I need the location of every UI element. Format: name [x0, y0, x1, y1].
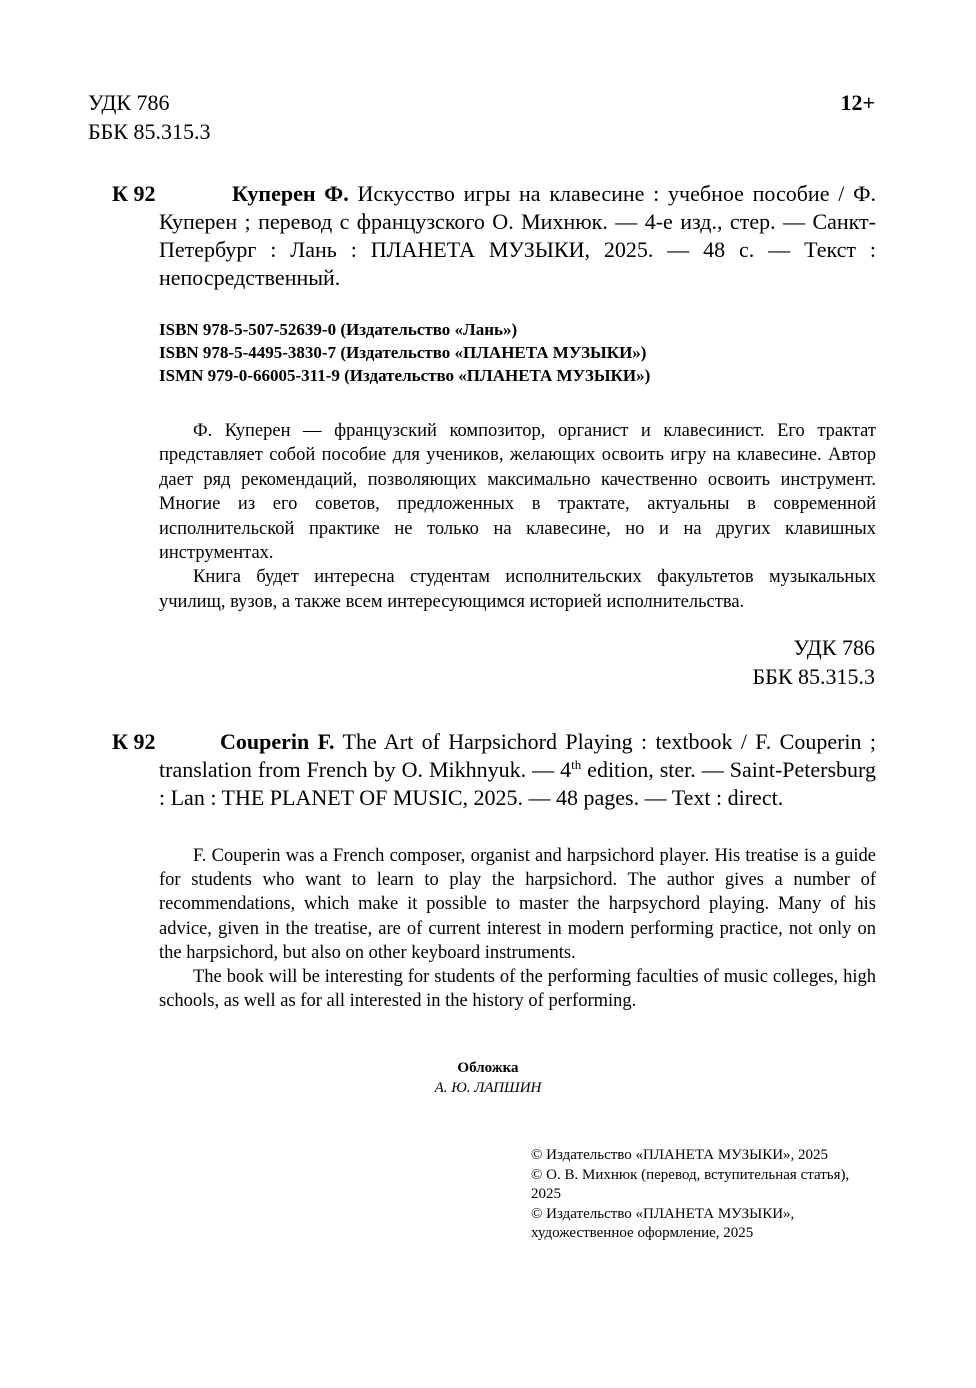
bibliographic-record-en [159, 728, 876, 812]
abstract-en-paragraph: The book will be interesting for students of the performing faculties of music colleges, high schools, as well as for all interested in the history of performing. [159, 967, 876, 1012]
copyright-line: © Издательство «ПЛАНЕТА МУЗЫКИ», художественное оформление, 2025 [531, 1205, 795, 1241]
abstract-ru [159, 419, 876, 614]
abstract-en [159, 844, 876, 1013]
record-text-en-2: edition, ster. — Saint-Petersburg : Lan : THE PLANET OF MUSIC, 2025. — 48 pages. — Text : direct. [159, 757, 876, 810]
ismn-planeta: ISMN 979-0-66005-311-9 (Издательство «ПЛАНЕТА МУЗЫКИ») [159, 366, 651, 385]
bbk-code-right: ББК 85.315.3 [752, 664, 875, 689]
cover-label: Обложка [457, 1060, 519, 1076]
age-rating: 12+ [840, 90, 875, 115]
author-sign-en: К 92 [112, 729, 156, 754]
abstract-en-paragraph: F. Couperin was a French composer, organist and harpsichord player. His treatise is a guide for students who want to learn to play the harpsichord. The author gives a number of recommendations, which make it possible to master the harpsychord playing. Many of his advice, given in the treatise, are of current interest in modern performing practice, not only on the harpsichord, but also on other keyboard instruments. [159, 846, 876, 963]
header-classification [88, 88, 210, 146]
classification-right [753, 633, 875, 691]
author-name-ru: Куперен Ф. [232, 181, 349, 206]
abstract-ru-paragraph: Книга будет интересна студентам исполнительских факультетов музыкальных училищ, вузов, а также всем интересующимся историей исполнительства. [159, 567, 876, 612]
edition-superscript: th [571, 757, 582, 772]
record-text-ru: Искусство игры на клавесине : учебное пособие / Ф. Куперен ; перевод с французского О. Михнюк. — 4-е изд., стер. — Санкт-Петербург : Лань : ПЛАНЕТА МУЗЫКИ, 2025. — 48 с. — Текст : непосредственный. [159, 181, 877, 290]
bibliographic-record-ru [159, 180, 876, 292]
copyright-block [531, 1146, 876, 1244]
author-sign-ru: К 92 [112, 181, 156, 206]
copyright-line: © Издательство «ПЛАНЕТА МУЗЫКИ», 2025 [531, 1147, 829, 1163]
copyright-line: © О. В. Михнюк (перевод, вступительная статья), 2025 [531, 1166, 850, 1202]
udk-code-right: УДК 786 [793, 635, 875, 660]
bbk-code: ББК 85.315.3 [88, 119, 211, 144]
abstract-ru-paragraph: Ф. Куперен — французский композитор, органист и клавесинист. Его трактат представляет собой пособие для учеников, желающих освоить игру на клавесине. Автор дает ряд рекомендаций, позволяющих максимально качественно освоить инструмент. Многие из его советов, предложенных в трактате, актуальны в современной исполнительской практике не только на клавесине, но и на других клавишных инструментах. [159, 421, 876, 564]
isbn-planeta: ISBN 978-5-4495-3830-7 (Издательство «ПЛАНЕТА МУЗЫКИ») [159, 343, 647, 362]
identifiers-block [159, 318, 876, 387]
record-text-en-1: The Art of Harpsichord Playing : textbook / F. Couperin ; translation from French by O. Mikhnyuk. — 4 [159, 729, 877, 782]
isbn-lan: ISBN 978-5-507-52639-0 (Издательство «Лань») [159, 320, 518, 339]
udk-code: УДК 786 [88, 90, 170, 115]
cover-designer: А. Ю. ЛАПШИН [434, 1080, 542, 1096]
author-name-en: Couperin F. [220, 729, 335, 754]
cover-credit [0, 1058, 976, 1098]
